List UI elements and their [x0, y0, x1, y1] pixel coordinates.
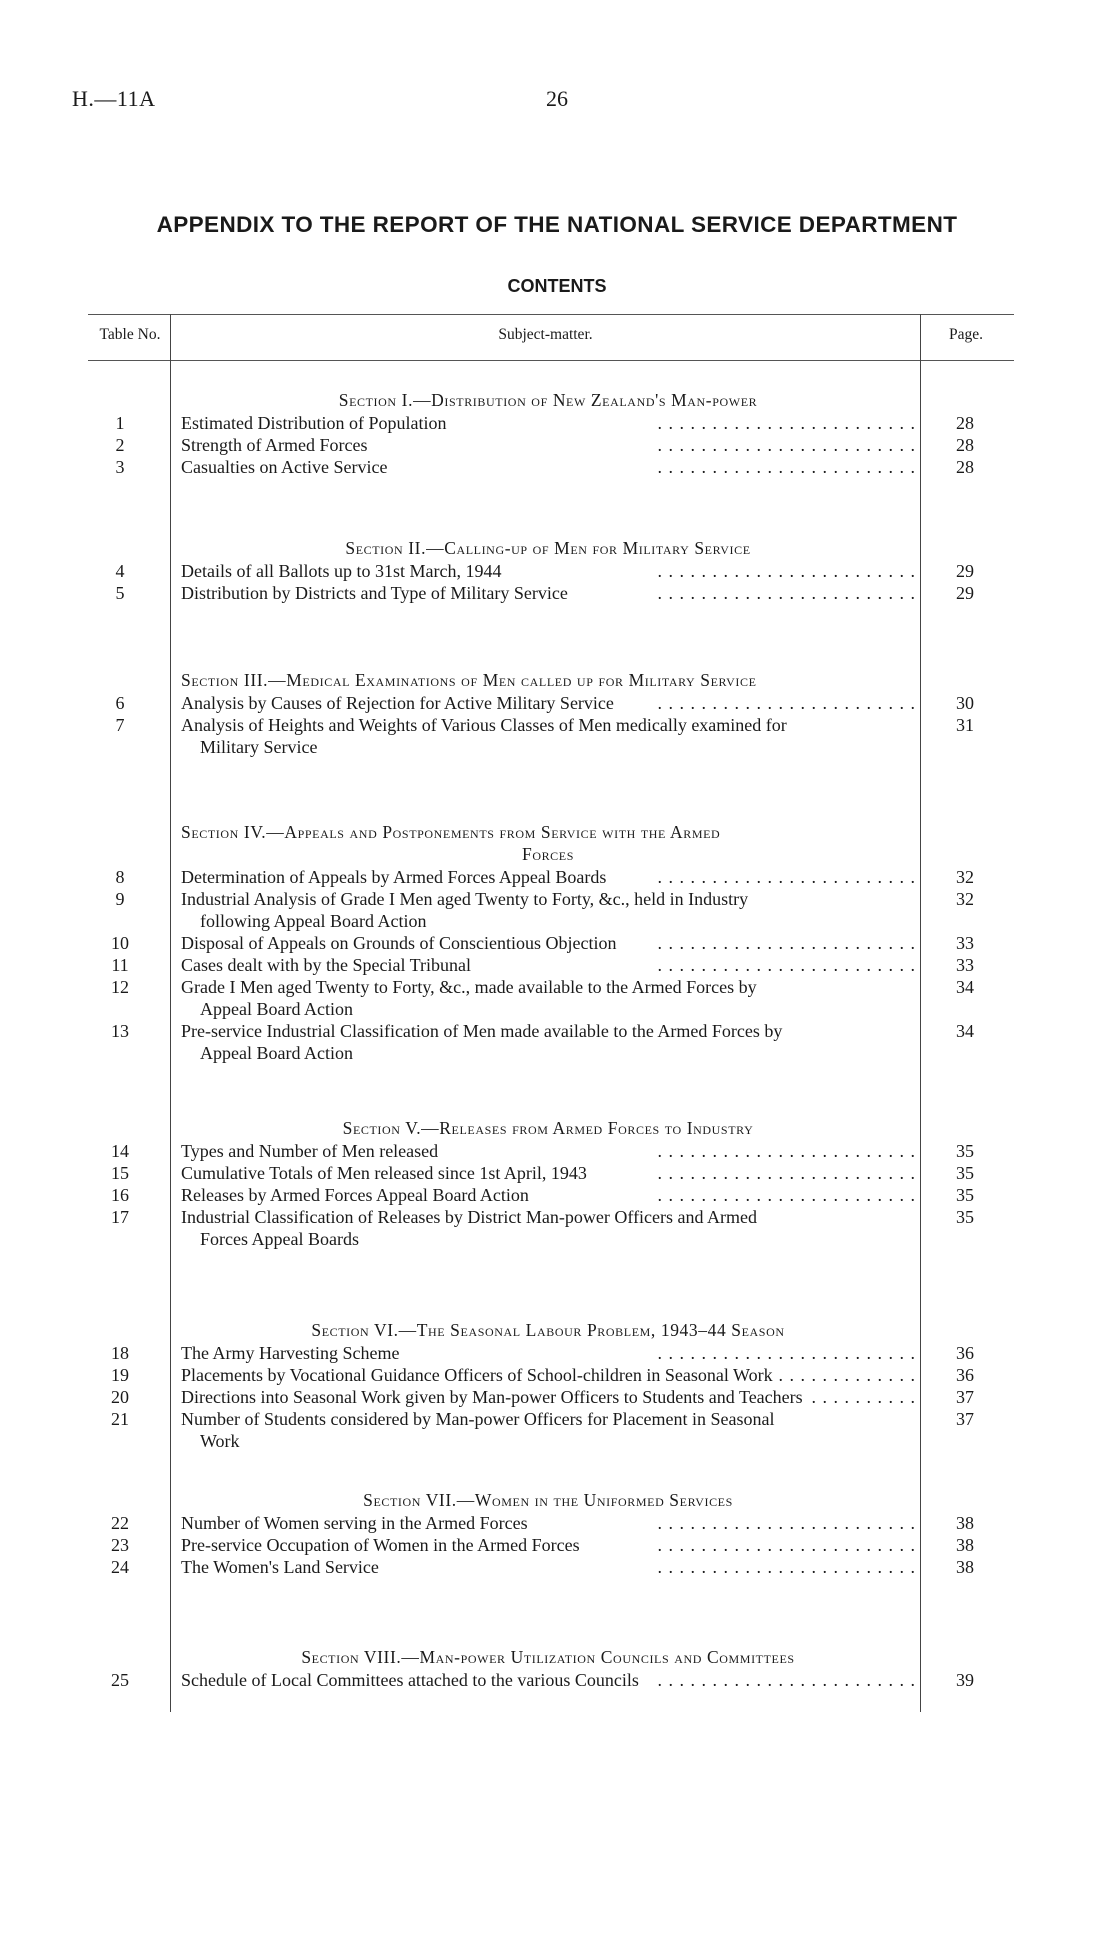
page-reference: 31: [956, 715, 974, 735]
subject-text: Directions into Seasonal Work given by Man-power Officers to Students and Teachers: [181, 1386, 809, 1408]
page-reference: 28: [956, 413, 974, 433]
subject-matter: [181, 456, 916, 478]
subject-matter: [181, 1669, 916, 1691]
subject-continuation: Work: [200, 1431, 240, 1451]
table-number: 1: [115, 413, 125, 433]
table-number: 16: [111, 1185, 129, 1205]
page-reference: 36: [956, 1365, 974, 1385]
table-number: 7: [115, 715, 125, 735]
page-reference: 34: [956, 977, 974, 997]
subject-matter: [181, 1184, 916, 1206]
subject-text: Cases dealt with by the Special Tribunal: [181, 954, 477, 976]
table-row[interactable]: [0, 1386, 1114, 1408]
column-header-table-no: Table No.: [99, 326, 161, 343]
subject-matter: [181, 1140, 916, 1162]
document-title: APPENDIX TO THE REPORT OF THE NATIONAL SERVICE DEPARTMENT: [156, 212, 958, 237]
subject-matter: [181, 1020, 916, 1042]
subject-matter: [181, 976, 916, 998]
table-row[interactable]: [0, 976, 1114, 998]
page-reference: 39: [956, 1670, 974, 1690]
table-number: 5: [115, 583, 125, 603]
subject-text: The Army Harvesting Scheme: [181, 1342, 405, 1364]
subject-matter: [181, 1386, 916, 1408]
table-row[interactable]: [0, 1408, 1114, 1430]
section-heading: Section VII.—Women in the Uniformed Services: [363, 1490, 733, 1510]
table-number: 25: [111, 1670, 129, 1690]
table-number: 6: [115, 693, 125, 713]
table-row[interactable]: [0, 1364, 1114, 1386]
subject-matter: [181, 1556, 916, 1578]
table-row[interactable]: [0, 1162, 1114, 1184]
subject-matter: [181, 1408, 916, 1430]
table-row[interactable]: [0, 1140, 1114, 1162]
table-row[interactable]: [0, 1020, 1114, 1042]
table-row[interactable]: [0, 1512, 1114, 1534]
subject-matter: [181, 1534, 916, 1556]
page-reference: 35: [956, 1185, 974, 1205]
page-reference: 33: [956, 955, 974, 975]
subject-continuation: Appeal Board Action: [200, 1043, 353, 1063]
subject-text: Types and Number of Men released: [181, 1140, 444, 1162]
table-number: 3: [115, 457, 125, 477]
table-row[interactable]: [0, 1342, 1114, 1364]
section-heading: Section VI.—The Seasonal Labour Problem, 1943–44 Season: [311, 1320, 785, 1340]
section-heading: Section II.—Calling-up of Men for Military Service: [345, 538, 751, 558]
table-number: 8: [115, 867, 125, 887]
table-number: 22: [111, 1513, 129, 1533]
page-reference: 35: [956, 1207, 974, 1227]
table-row[interactable]: [0, 932, 1114, 954]
subject-matter: [181, 412, 916, 434]
section-heading: Section VIII.—Man-power Utilization Councils and Committees: [301, 1647, 795, 1667]
subject-text: Schedule of Local Committees attached to the various Councils: [181, 1669, 645, 1691]
subject-text: Cumulative Totals of Men released since 1st April, 1943: [181, 1162, 593, 1184]
table-number: 4: [115, 561, 125, 581]
column-divider-left: [170, 314, 171, 1712]
subject-matter: [181, 714, 916, 736]
table-number: 15: [111, 1163, 129, 1183]
subject-matter: [181, 888, 916, 910]
subject-matter: [181, 1342, 916, 1364]
document-reference: H.—11A: [72, 86, 156, 111]
table-number: 13: [111, 1021, 129, 1041]
table-row[interactable]: [0, 1556, 1114, 1578]
subject-matter: [181, 954, 916, 976]
section-heading: Section IV.—Appeals and Postponements from Service with the Armed: [181, 822, 721, 842]
column-header-page: Page.: [948, 326, 983, 343]
page-reference: 29: [956, 583, 974, 603]
page-reference: 38: [956, 1513, 974, 1533]
subject-text: Details of all Ballots up to 31st March, 1944: [181, 560, 507, 582]
table-row[interactable]: [0, 888, 1114, 910]
table-number: 2: [115, 435, 125, 455]
page-reference: 38: [956, 1535, 974, 1555]
page-reference: 37: [956, 1409, 974, 1429]
subject-text: Distribution by Districts and Type of Military Service: [181, 582, 574, 604]
table-row[interactable]: [0, 866, 1114, 888]
table-row[interactable]: [0, 954, 1114, 976]
subject-continuation: Forces Appeal Boards: [200, 1229, 359, 1249]
table-row[interactable]: [0, 560, 1114, 582]
subject-text: Determination of Appeals by Armed Forces Appeal Boards: [181, 866, 612, 888]
subject-text: Pre-service Industrial Classification of Men made available to the Armed Forces by: [181, 1021, 788, 1041]
table-row[interactable]: [0, 692, 1114, 714]
table-number: 12: [111, 977, 129, 997]
table-number: 18: [111, 1343, 129, 1363]
subject-text: Pre-service Occupation of Women in the Armed Forces: [181, 1534, 586, 1556]
table-row[interactable]: [0, 714, 1114, 736]
page-reference: 37: [956, 1387, 974, 1407]
table-number: 20: [111, 1387, 129, 1407]
subject-matter: [181, 692, 916, 714]
subject-continuation: Appeal Board Action: [200, 999, 353, 1019]
table-number: 19: [111, 1365, 129, 1385]
subject-matter: [181, 560, 916, 582]
subject-matter: [181, 1364, 916, 1386]
subject-matter: [181, 1162, 916, 1184]
subject-matter: [181, 1206, 916, 1228]
table-number: 24: [111, 1557, 129, 1577]
section-heading: Section I.—Distribution of New Zealand's Man-power: [338, 390, 758, 410]
subject-text: Industrial Analysis of Grade I Men aged Twenty to Forty, &c., held in Industry: [181, 889, 754, 909]
subject-text: Disposal of Appeals on Grounds of Conscientious Objection: [181, 932, 622, 954]
table-number: 17: [111, 1207, 129, 1227]
page-reference: 35: [956, 1141, 974, 1161]
page-reference: 28: [956, 457, 974, 477]
table-number: 21: [111, 1409, 129, 1429]
table-top-rule: [88, 314, 1014, 315]
table-number: 11: [111, 955, 129, 975]
page-reference: 32: [956, 867, 974, 887]
table-row[interactable]: [0, 582, 1114, 604]
table-number: 9: [115, 889, 125, 909]
subject-text: Industrial Classification of Releases by District Man-power Officers and Armed: [181, 1207, 763, 1227]
subject-matter: [181, 866, 916, 888]
subject-text: Number of Students considered by Man-power Officers for Placement in Seasonal: [181, 1409, 781, 1429]
page-number: 26: [546, 86, 568, 111]
subject-text: Grade I Men aged Twenty to Forty, &c., made available to the Armed Forces by: [181, 977, 763, 997]
subject-continuation: Military Service: [200, 737, 318, 757]
table-number: 23: [111, 1535, 129, 1555]
subject-text: Estimated Distribution of Population: [181, 412, 452, 434]
page-reference: 28: [956, 435, 974, 455]
subject-text: Number of Women serving in the Armed Forces: [181, 1512, 534, 1534]
subject-text: Casualties on Active Service: [181, 456, 393, 478]
subject-matter: [181, 582, 916, 604]
subject-text: Placements by Vocational Guidance Officers of School-children in Seasonal Work: [181, 1364, 779, 1386]
subject-matter: [181, 434, 916, 456]
page-reference: 33: [956, 933, 974, 953]
table-row[interactable]: [0, 1669, 1114, 1691]
page-reference: 30: [956, 693, 974, 713]
section-heading: Section V.—Releases from Armed Forces to Industry: [342, 1118, 754, 1138]
subject-text: The Women's Land Service: [181, 1556, 385, 1578]
section-heading: Section III.—Medical Examinations of Men called up for Military Service: [181, 670, 757, 690]
subject-matter: [181, 932, 916, 954]
subject-text: Analysis of Heights and Weights of Various Classes of Men medically examined for: [181, 715, 793, 735]
page-reference: 36: [956, 1343, 974, 1363]
table-row[interactable]: [0, 1184, 1114, 1206]
subject-text: Analysis by Causes of Rejection for Active Military Service: [181, 692, 620, 714]
table-number: 10: [111, 933, 129, 953]
table-row[interactable]: [0, 456, 1114, 478]
column-header-subject: Subject-matter.: [498, 326, 593, 343]
table-header-rule: [88, 360, 1014, 361]
page-reference: 34: [956, 1021, 974, 1041]
table-row[interactable]: [0, 412, 1114, 434]
subject-text: Strength of Armed Forces: [181, 434, 373, 456]
subject-text: Releases by Armed Forces Appeal Board Action: [181, 1184, 535, 1206]
table-number: 14: [111, 1141, 129, 1161]
contents-heading: CONTENTS: [507, 276, 607, 296]
page-reference: 35: [956, 1163, 974, 1183]
subject-matter: [181, 1512, 916, 1534]
table-row[interactable]: [0, 434, 1114, 456]
column-divider-right: [920, 314, 921, 1712]
table-row[interactable]: [0, 1534, 1114, 1556]
section-heading-continued: Forces: [521, 844, 574, 864]
page-reference: 32: [956, 889, 974, 909]
page-reference: 29: [956, 561, 974, 581]
table-row[interactable]: [0, 1206, 1114, 1228]
page-reference: 38: [956, 1557, 974, 1577]
subject-continuation: following Appeal Board Action: [200, 911, 427, 931]
